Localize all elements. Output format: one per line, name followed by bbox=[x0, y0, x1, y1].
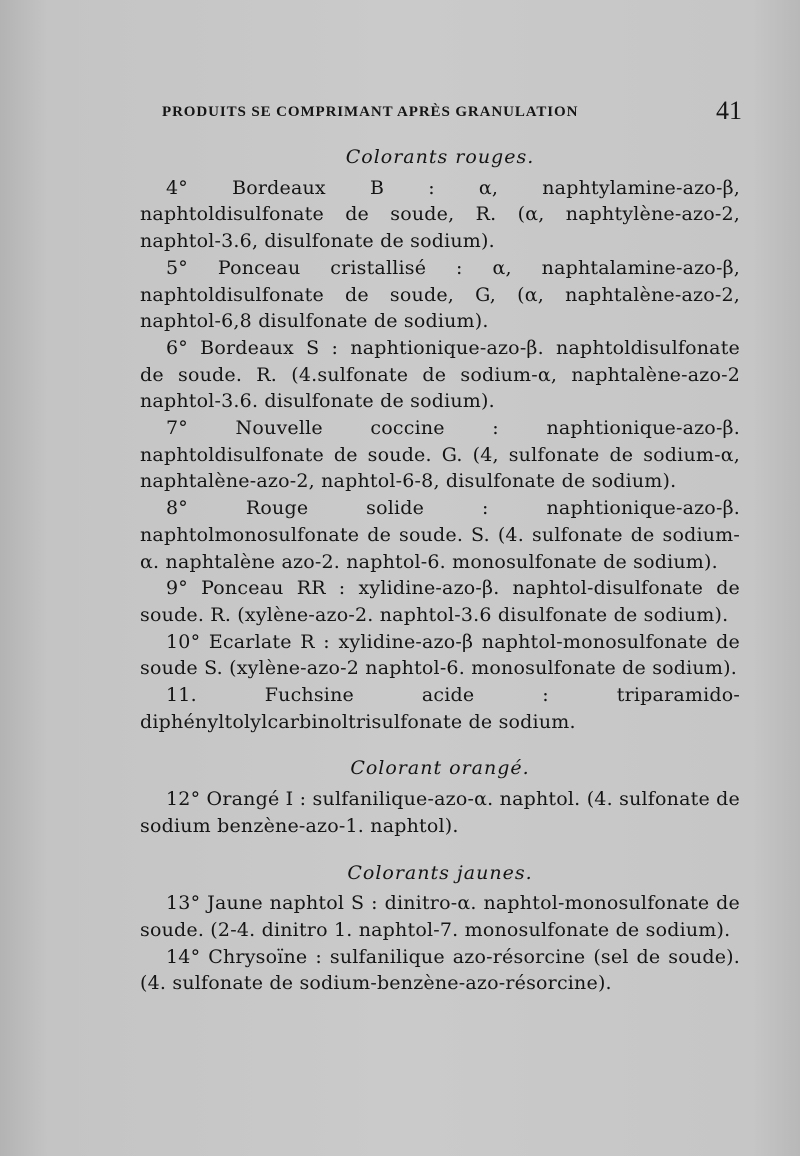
section-heading-orange: Colorant orangé. bbox=[350, 757, 530, 780]
entry-11-fuchsine-acide: 11. Fuchsine acide : triparamido-diphényltolylcarbinoltrisulfonate de sodium. bbox=[140, 684, 740, 733]
section-heading-jaunes: Colorants jaunes. bbox=[347, 861, 533, 884]
entry-6-bordeaux-s: 6° Bordeaux S : naphtionique-azo-β. naphtoldisulfonate de soude. R. (4.sulfonate de sodium-α, naphtalène-azo-2 naphtol-3.6. disulfonate de sodium). bbox=[140, 336, 740, 413]
entry-12-orange-i: 12° Orangé I : sulfanilique-azo-α. naphtol. (4. sulfonate de sodium benzène-azo-1. naphtol). bbox=[140, 788, 740, 837]
entry-4-bordeaux-b: 4° Bordeaux B : α, naphtylamine-azo-β, naphtoldisulfonate de soude, R. (α, naphtylène-azo-2, naphtol-3.6, disulfonate de sodium). bbox=[140, 176, 740, 253]
entry-10-ecarlate-r: 10° Ecarlate R : xylidine-azo-β naphtol-monosulfonate de soude S. (xylène-azo-2 naphtol-6. monosulfonate de sodium). bbox=[140, 630, 740, 680]
section-heading-rouges: Colorants rouges. bbox=[345, 146, 535, 168]
entry-14-chrysoine: 14° Chrysoïne : sulfanilique azo-résorcine (sel de soude). (4. sulfonate de sodium-benzène-azo-résorcine). bbox=[140, 945, 740, 995]
running-title: PRODUITS SE COMPRIMANT APRÈS GRANULATION bbox=[162, 104, 579, 120]
page-number: 41 bbox=[716, 96, 742, 125]
page-body bbox=[140, 144, 740, 997]
entry-9-ponceau-rr: 9° Ponceau RR : xylidine-azo-β. naphtol-disulfonate de soude. R. (xylène-azo-2. naphtol-3.6 disulfonate de sodium). bbox=[140, 577, 740, 626]
entry-13-jaune-naphtol-s: 13° Jaune naphtol S : dinitro-α. naphtol-monosulfonate de soude. (2-4. dinitro 1. naphtol-7. monosulfonate de sodium). bbox=[140, 892, 740, 941]
entry-5-ponceau-cristallise: 5° Ponceau cristallisé : α, naphtalamine-azo-β, naphtoldisulfonate de soude, G, (α, naphtalène-azo-2, naphtol-6,8 disulfonate de sodium). bbox=[140, 256, 740, 333]
entry-8-rouge-solide: 8° Rouge solide : naphtionique-azo-β. naphtolmonosulfonate de soude. S. (4. sulfonate de sodium-α. naphtalène azo-2. naphtol-6. monosulfonate de sodium). bbox=[140, 497, 740, 573]
entry-7-nouvelle-coccine: 7° Nouvelle coccine : naphtionique-azo-β. naphtoldisulfonate de soude. G. (4, sulfonate de sodium-α, naphtalène-azo-2, naphtol-6-8, disulfonate de sodium). bbox=[140, 417, 740, 493]
running-header bbox=[162, 96, 742, 130]
